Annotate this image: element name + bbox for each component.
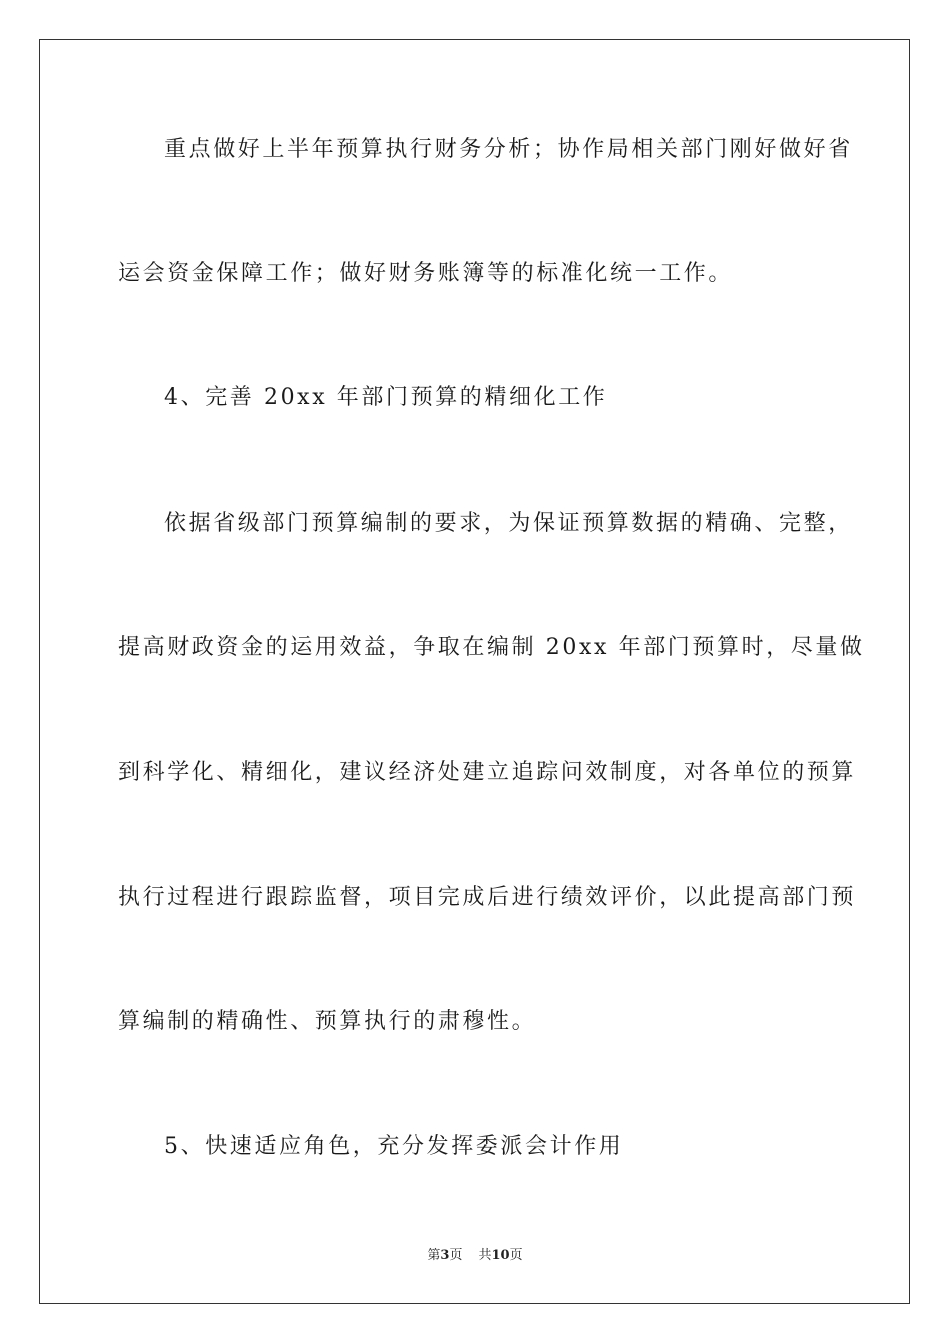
page-current: 3 bbox=[440, 1248, 450, 1263]
paragraph-line: 到科学化、精细化，建议经济处建立追踪问效制度，对各单位的预算 bbox=[118, 760, 857, 785]
section-heading: 5、快速适应角色，充分发挥委派会计作用 bbox=[164, 1134, 624, 1159]
paragraph-line: 提高财政资金的运用效益，争取在编制 20xx 年部门预算时，尽量做 bbox=[118, 635, 865, 660]
page-border bbox=[39, 39, 910, 1304]
paragraph-line: 重点做好上半年预算执行财务分析；协作局相关部门刚好做好省 bbox=[164, 137, 853, 162]
page-footer bbox=[0, 1248, 950, 1264]
page-suffix: 页 bbox=[449, 1248, 463, 1263]
paragraph-line: 执行过程进行跟踪监督，项目完成后进行绩效评价，以此提高部门预 bbox=[118, 885, 857, 910]
section-heading: 4、完善 20xx 年部门预算的精细化工作 bbox=[164, 385, 608, 410]
total-prefix: 共 bbox=[478, 1248, 492, 1263]
total-pages: 10 bbox=[491, 1248, 510, 1263]
paragraph-line: 运会资金保障工作；做好财务账簿等的标准化统一工作。 bbox=[118, 261, 734, 286]
paragraph-line: 依据省级部门预算编制的要求，为保证预算数据的精确、完整， bbox=[164, 511, 853, 536]
total-suffix: 页 bbox=[509, 1248, 523, 1263]
paragraph-line: 算编制的精确性、预算执行的肃穆性。 bbox=[118, 1009, 537, 1034]
page-prefix: 第 bbox=[427, 1248, 441, 1263]
